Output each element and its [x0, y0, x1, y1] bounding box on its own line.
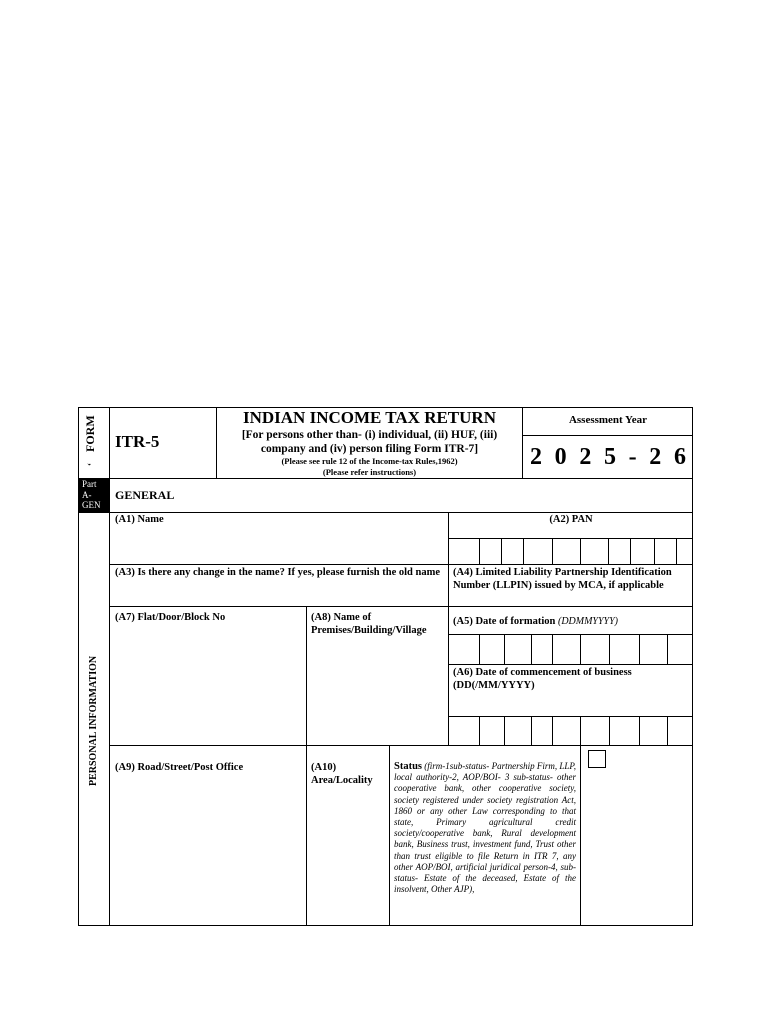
- pan-box[interactable]: [630, 539, 654, 564]
- status-checkbox[interactable]: [588, 750, 606, 768]
- date-box[interactable]: [667, 635, 693, 664]
- a10-area-label: (A10) Area/Locality: [311, 762, 373, 786]
- a5-boxes-bottom: [448, 664, 693, 665]
- date-box[interactable]: [667, 717, 693, 745]
- date-box[interactable]: [609, 717, 639, 745]
- instructions-note: (Please refer instructions): [322, 467, 417, 477]
- assessment-year-value: [524, 442, 692, 472]
- year-char: 2: [530, 443, 542, 470]
- status-label: Status: [394, 761, 423, 772]
- a10-area-field[interactable]: [307, 790, 388, 924]
- date-box[interactable]: [639, 635, 667, 664]
- year-char: 6: [673, 443, 686, 470]
- date-box[interactable]: [552, 635, 580, 664]
- form-side-mark: ‘: [86, 463, 96, 466]
- date-box[interactable]: [504, 635, 531, 664]
- pan-box[interactable]: [608, 539, 630, 564]
- row-a1-bottom: [109, 564, 693, 565]
- a5-date-boxes[interactable]: [479, 635, 693, 664]
- a3-name-change-label: (A3) Is there any change in the name? If yes, please furnish the old name: [115, 567, 441, 578]
- pan-box[interactable]: [523, 539, 545, 564]
- assessment-year-label: Assessment Year: [568, 414, 648, 426]
- a6-date-boxes[interactable]: [479, 717, 693, 745]
- a10-status-divider: [389, 745, 390, 926]
- pan-box[interactable]: [501, 539, 523, 564]
- pan-box[interactable]: [580, 539, 608, 564]
- a1-a2-divider: [448, 512, 449, 606]
- date-box[interactable]: [580, 635, 609, 664]
- form-side-label: [83, 415, 98, 466]
- date-box[interactable]: [552, 717, 580, 745]
- status-options-text: (firm-1sub-status- Partnership Firm, LLP, local authority-2, AOP/BOI- 3 sub-status- other cooperative bank, other cooperative society, society registered under society registration Act, 1860 or any other Law corresponding to that state, Primary agricultural credit society/cooperative bank, Rural development bank, Business trust, investment fund, Trust other than trust eligible to file Return in ITR 7, any other AOP/BOI, artificial juridical person-4, sub-status- Estate of the deceased, Estate of the insolvent, Other AJP),: [394, 761, 576, 895]
- a9-road-field[interactable]: [110, 776, 305, 924]
- section-title: GENERAL: [115, 488, 175, 502]
- form-code: ITR-5: [115, 432, 160, 451]
- date-box[interactable]: [504, 717, 531, 745]
- year-char: 2: [579, 443, 592, 470]
- date-box[interactable]: [531, 717, 552, 745]
- year-char: 2: [649, 443, 662, 470]
- a7-flat-label: (A7) Flat/Door/Block No: [115, 612, 226, 623]
- pan-box[interactable]: [552, 539, 580, 564]
- status-description: [394, 761, 576, 895]
- header-bottom-border: [78, 478, 693, 479]
- date-box[interactable]: [479, 717, 504, 745]
- rule-note: (Please see rule 12 of the Income-tax Rules,1962): [281, 456, 458, 466]
- row-a7-bottom: [109, 745, 693, 746]
- a5-format-hint: (DDMMYYYY): [557, 616, 618, 627]
- a1-name-field[interactable]: [110, 527, 447, 564]
- part-label: Part A- GEN: [82, 479, 101, 510]
- a4-llpin-label: (A4) Limited Liability Partnership Identification Number (LLPIN) issued by MCA, if applicable: [453, 567, 672, 591]
- a8-premises-field[interactable]: [307, 640, 447, 744]
- page-title: INDIAN INCOME TAX RETURN: [243, 408, 496, 427]
- assessment-year-divider: [522, 435, 693, 436]
- a9-road-label: (A9) Road/Street/Post Office: [115, 762, 244, 773]
- date-box[interactable]: [479, 635, 504, 664]
- year-char: -: [628, 443, 637, 470]
- a7-flat-field[interactable]: [110, 626, 305, 744]
- a6-commencement-label: (A6) Date of commencement of business (DD(/MM/YYYY): [453, 667, 632, 691]
- form-label: FORM: [83, 415, 97, 452]
- a1-name-label: (A1) Name: [115, 514, 164, 525]
- pan-input-boxes[interactable]: [479, 539, 693, 564]
- table-bottom-border: [78, 925, 693, 926]
- a5-date-formation-label: (A5) Date of formation (DDMMYYYY): [453, 616, 618, 627]
- year-char: 5: [603, 443, 616, 470]
- pan-box[interactable]: [479, 539, 501, 564]
- personal-information-label: PERSONAL INFORMATION: [88, 655, 99, 786]
- pan-box[interactable]: [676, 539, 693, 564]
- status-checkbox-divider: [580, 745, 581, 926]
- table-right-border: [692, 407, 693, 926]
- pan-box[interactable]: [654, 539, 676, 564]
- row-a3-bottom: [109, 606, 693, 607]
- a2-pan-label: (A2) PAN: [549, 514, 593, 525]
- year-char: 0: [554, 443, 567, 470]
- date-box[interactable]: [531, 635, 552, 664]
- date-box[interactable]: [609, 635, 639, 664]
- a8-a5-divider: [448, 606, 449, 745]
- a8-premises-label: (A8) Name of Premises/Building/Village: [311, 612, 427, 636]
- date-box[interactable]: [580, 717, 609, 745]
- form-subtitle: [For persons other than- (i) individual, (ii) HUF, (iii) company and (iv) person filing Form ITR-7]: [241, 429, 498, 455]
- header-title-block: [217, 408, 522, 478]
- date-box[interactable]: [639, 717, 667, 745]
